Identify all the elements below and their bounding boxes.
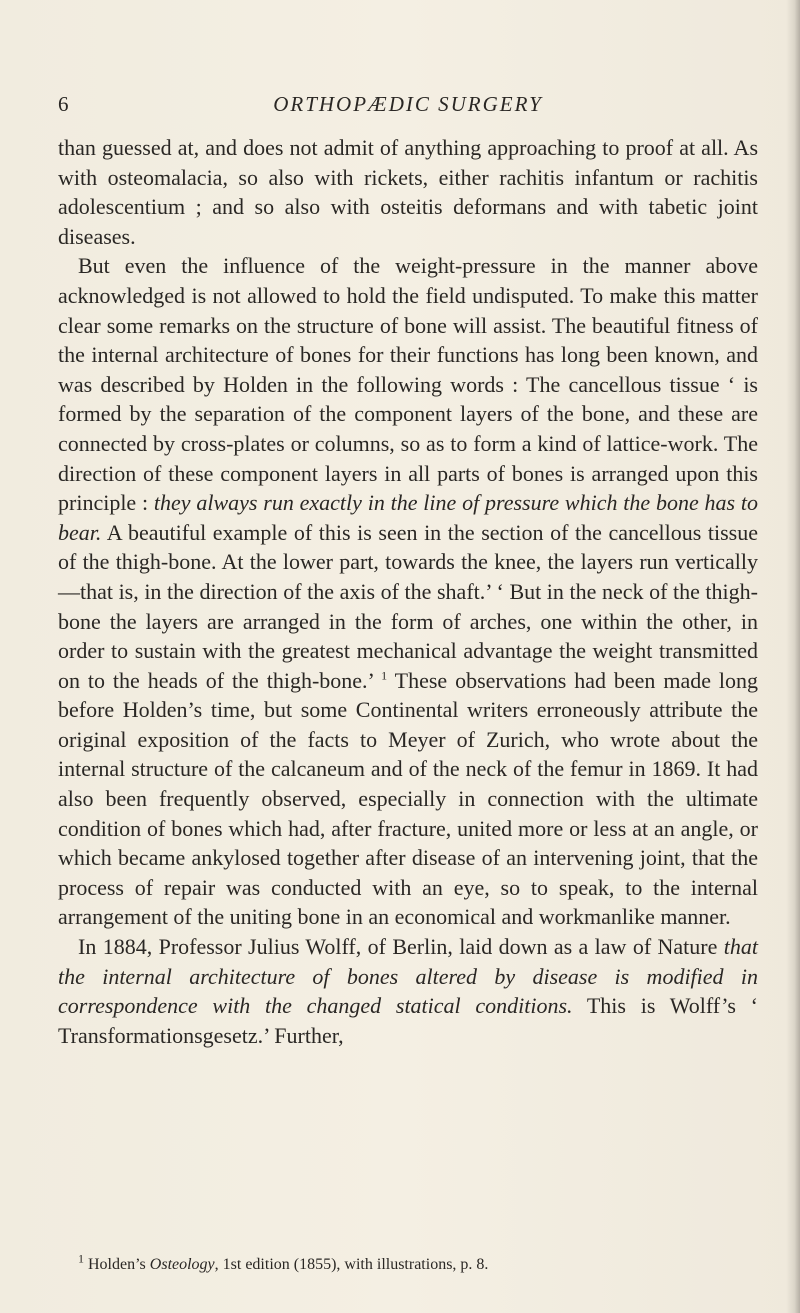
paragraph-text: In 1884, Professor Julius Wolff, of Berlin, laid down as a law of Nature (78, 934, 724, 960)
body-text (58, 133, 758, 1050)
footnote-text: , 1st edition (1855), with illustrations, p. 8. (214, 1256, 489, 1273)
italic-quote: they always run exactly in the line of pressure which the bone has to bear. (58, 490, 758, 545)
page-number: 6 (58, 92, 69, 116)
paragraph-3 (58, 932, 758, 1050)
footnote-reference[interactable]: 1 (381, 668, 388, 683)
paragraph-text: But even the influence of the weight-pressure in the manner above acknowledged is not allowed to hold the field undisputed. To make this matter clear some remarks on the structure of bone will assist. The beautiful fitness of the internal architecture of bones for their functions has long been known, and was described by Holden in the following words : The cancellous tissue ‘ is formed by the separation of the component layers of the bone, and these are connected by cross-plates or columns, so as to form a kind of lattice-work. The direction of these component layers in all parts of bones is arranged upon this principle : (58, 253, 758, 516)
paragraph-text: These observations had been made long before Holden’s time, but some Continental writers erroneously attribute the original exposition of the facts to Meyer of Zurich, who wrote about the internal structure of the calcaneum and of the neck of the femur in 1869. It had also been frequently observed, especially in connection with the ultimate condition of bones which had, after fracture, united more or less at an angle, or which became ankylosed together after disease of an intervening joint, that the process of repair was conducted with an eye, so to speak, to the internal arrangement of the uniting bone in an economical and workmanlike manner. (58, 667, 758, 930)
page-header (58, 92, 758, 120)
footnote (58, 1251, 758, 1275)
paragraph-text: than guessed at, and does not admit of anything approaching to proof at all. As with osteomalacia, so also with rickets, either rachitis infantum or rachitis adolescentium ; and so also with osteitis deformans and with tabetic joint diseases. (58, 135, 758, 249)
paragraph-text: A beautiful example of this is seen in the section of the cancellous tissue of the thigh-bone. At the lower part, towards the knee, the layers run vertically—that is, in the direction of the axis of the shaft.’ ‘ But in the neck of the thigh-bone the layers are arranged in the form of arches, one within the other, in order to sustain with the greatest mechanical advantage the weight transmitted on to the heads of the thigh-bone.’ (58, 519, 758, 693)
paragraph-2 (58, 251, 758, 932)
footnote-marker: 1 (78, 1251, 84, 1266)
paragraph-text: This is Wolff’s ‘ Transformationsgesetz.’ Further, (58, 993, 759, 1048)
running-head: ORTHOPÆDIC SURGERY (273, 92, 543, 116)
italic-law: that the internal architecture of bones altered by disease is modified in correspondence with the changed statical conditions. (58, 934, 758, 1019)
footnote-book-title: Osteology (149, 1256, 215, 1273)
page-edge-shadow (786, 0, 800, 1313)
footnote-text: Holden’s (84, 1256, 150, 1273)
paragraph-1 (58, 133, 758, 251)
